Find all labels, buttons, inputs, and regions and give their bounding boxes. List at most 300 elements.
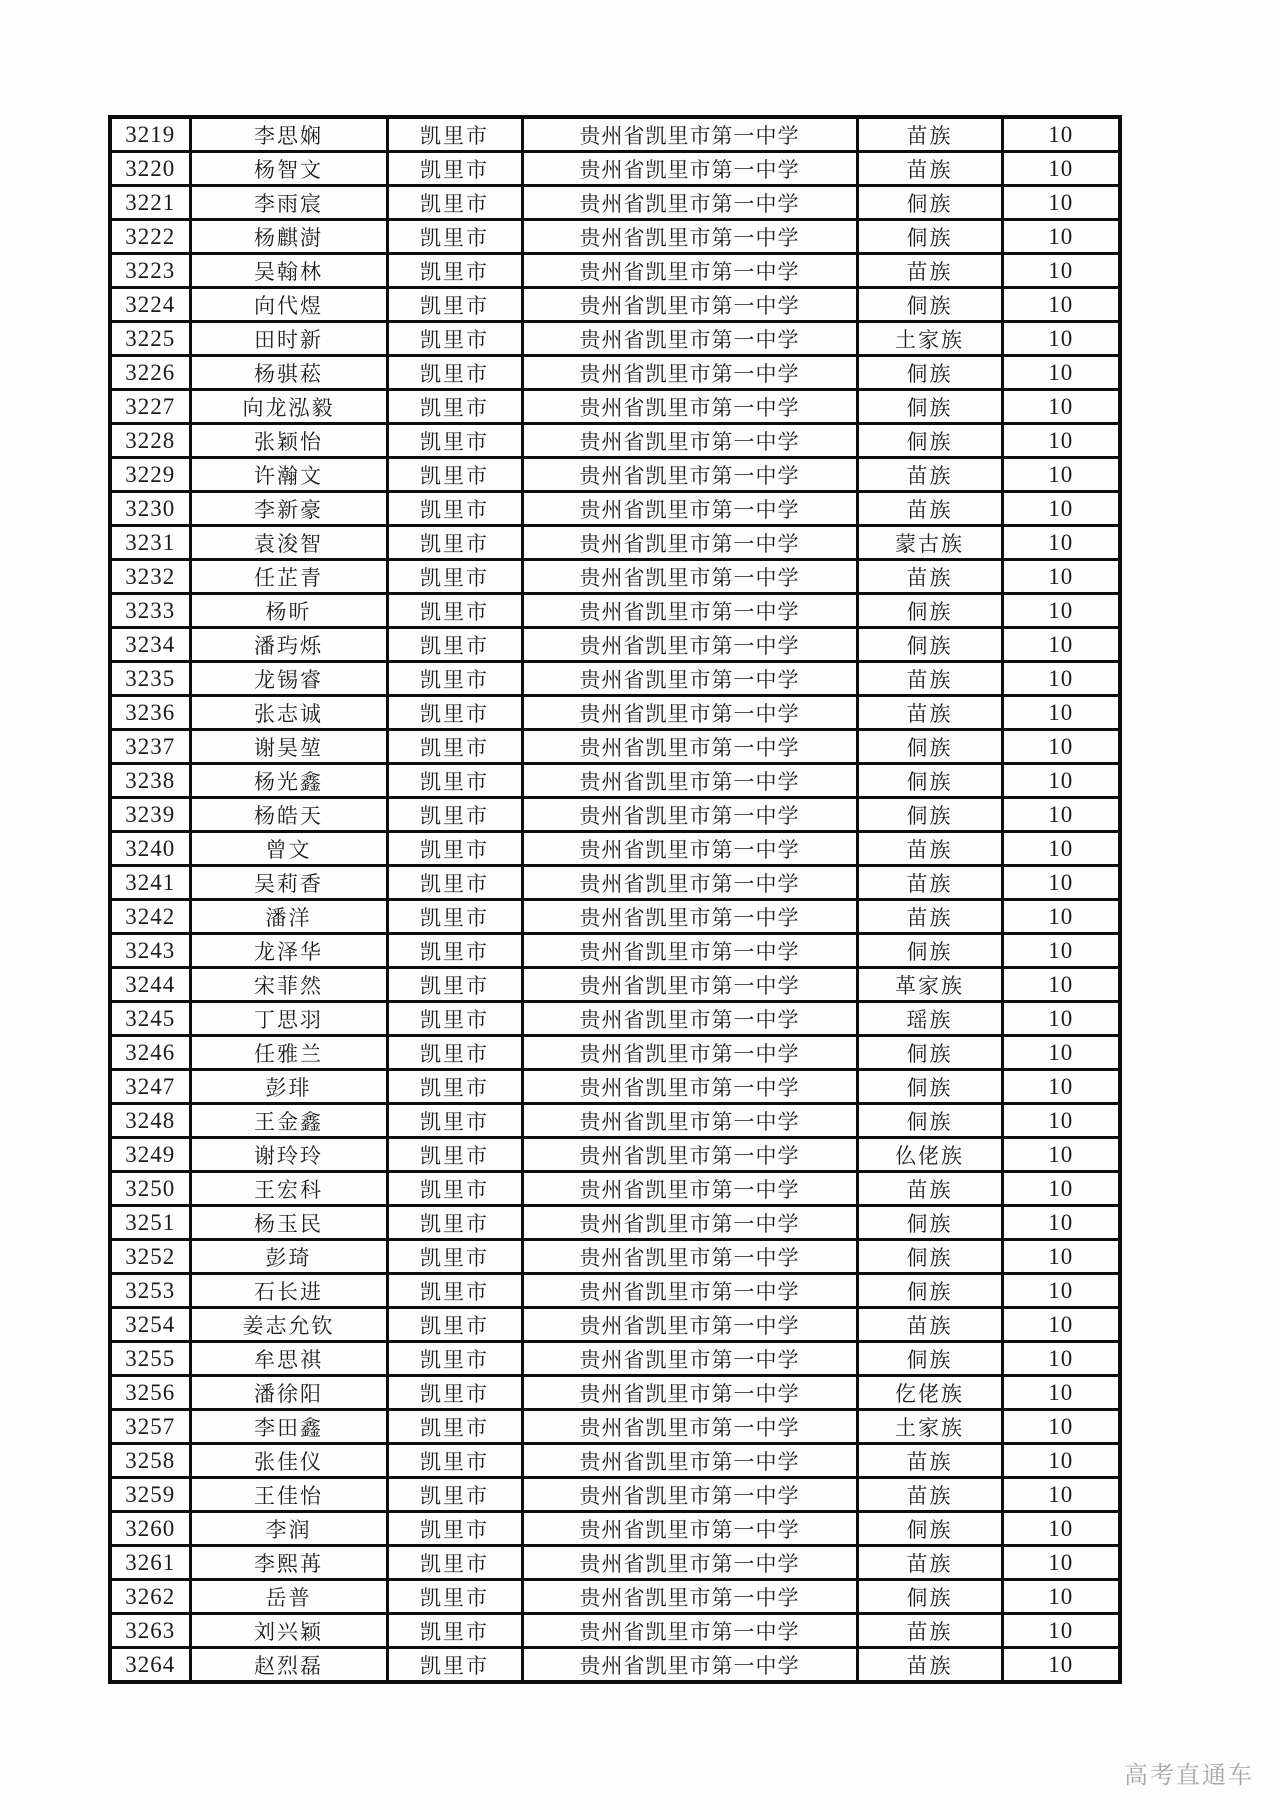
ethnicity-cell: 侗族 [857,1206,1002,1240]
student-name-cell: 王宏科 [190,1172,387,1206]
city-cell: 凯里市 [387,968,522,1002]
document-page [108,115,1122,1684]
school-cell: 贵州省凯里市第一中学 [522,1172,857,1206]
city-cell: 凯里市 [387,1070,522,1104]
row-number-cell: 3240 [110,832,190,866]
student-name-cell: 李润 [190,1512,387,1546]
row-number-cell: 3237 [110,730,190,764]
table-row [110,594,1120,628]
student-name-cell: 潘洋 [190,900,387,934]
school-cell: 贵州省凯里市第一中学 [522,186,857,220]
table-row [110,322,1120,356]
row-number-cell: 3236 [110,696,190,730]
school-cell: 贵州省凯里市第一中学 [522,1104,857,1138]
ethnicity-cell: 侗族 [857,390,1002,424]
student-name-cell: 王佳怡 [190,1478,387,1512]
city-cell: 凯里市 [387,1376,522,1410]
table-row [110,186,1120,220]
row-number-cell: 3260 [110,1512,190,1546]
ethnicity-cell: 苗族 [857,832,1002,866]
bonus-points-cell: 10 [1002,730,1120,764]
ethnicity-cell: 侗族 [857,594,1002,628]
bonus-points-cell: 10 [1002,390,1120,424]
table-row [110,662,1120,696]
bonus-points-cell: 10 [1002,424,1120,458]
row-number-cell: 3235 [110,662,190,696]
row-number-cell: 3223 [110,254,190,288]
city-cell: 凯里市 [387,1206,522,1240]
city-cell: 凯里市 [387,356,522,390]
table-row [110,628,1120,662]
city-cell: 凯里市 [387,662,522,696]
ethnicity-cell: 土家族 [857,322,1002,356]
bonus-points-cell: 10 [1002,220,1120,254]
city-cell: 凯里市 [387,1648,522,1683]
ethnicity-cell: 侗族 [857,1512,1002,1546]
ethnicity-cell: 侗族 [857,424,1002,458]
ethnicity-cell: 侗族 [857,288,1002,322]
student-name-cell: 刘兴颖 [190,1614,387,1648]
school-cell: 贵州省凯里市第一中学 [522,288,857,322]
school-cell: 贵州省凯里市第一中学 [522,628,857,662]
ethnicity-cell: 苗族 [857,152,1002,186]
city-cell: 凯里市 [387,492,522,526]
city-cell: 凯里市 [387,798,522,832]
student-name-cell: 李雨宸 [190,186,387,220]
school-cell: 贵州省凯里市第一中学 [522,764,857,798]
bonus-points-cell: 10 [1002,117,1120,152]
school-cell: 贵州省凯里市第一中学 [522,1648,857,1683]
row-number-cell: 3219 [110,117,190,152]
row-number-cell: 3263 [110,1614,190,1648]
school-cell: 贵州省凯里市第一中学 [522,1478,857,1512]
ethnicity-cell: 侗族 [857,730,1002,764]
school-cell: 贵州省凯里市第一中学 [522,1410,857,1444]
table-row [110,798,1120,832]
city-cell: 凯里市 [387,730,522,764]
table-row [110,220,1120,254]
bonus-points-cell: 10 [1002,186,1120,220]
table-row [110,1376,1120,1410]
bonus-points-cell: 10 [1002,1546,1120,1580]
row-number-cell: 3229 [110,458,190,492]
city-cell: 凯里市 [387,220,522,254]
student-name-cell: 向代煜 [190,288,387,322]
city-cell: 凯里市 [387,1512,522,1546]
bonus-points-cell: 10 [1002,934,1120,968]
table-row [110,560,1120,594]
city-cell: 凯里市 [387,186,522,220]
city-cell: 凯里市 [387,934,522,968]
bonus-points-cell: 10 [1002,356,1120,390]
table-row [110,356,1120,390]
student-name-cell: 龙锡睿 [190,662,387,696]
student-name-cell: 谢昊堃 [190,730,387,764]
student-name-cell: 龙泽华 [190,934,387,968]
student-name-cell: 任雅兰 [190,1036,387,1070]
table-row [110,1070,1120,1104]
row-number-cell: 3231 [110,526,190,560]
ethnicity-cell: 苗族 [857,1172,1002,1206]
student-name-cell: 岳普 [190,1580,387,1614]
student-name-cell: 曾文 [190,832,387,866]
city-cell: 凯里市 [387,1546,522,1580]
row-number-cell: 3226 [110,356,190,390]
ethnicity-cell: 苗族 [857,662,1002,696]
bonus-points-cell: 10 [1002,866,1120,900]
bonus-points-cell: 10 [1002,1308,1120,1342]
table-row [110,1648,1120,1683]
school-cell: 贵州省凯里市第一中学 [522,900,857,934]
table-row [110,492,1120,526]
city-cell: 凯里市 [387,458,522,492]
student-name-cell: 杨玉民 [190,1206,387,1240]
city-cell: 凯里市 [387,288,522,322]
student-name-cell: 田时新 [190,322,387,356]
row-number-cell: 3255 [110,1342,190,1376]
school-cell: 贵州省凯里市第一中学 [522,1580,857,1614]
school-cell: 贵州省凯里市第一中学 [522,424,857,458]
school-cell: 贵州省凯里市第一中学 [522,1444,857,1478]
student-name-cell: 赵烈磊 [190,1648,387,1683]
row-number-cell: 3251 [110,1206,190,1240]
ethnicity-cell: 苗族 [857,696,1002,730]
row-number-cell: 3244 [110,968,190,1002]
row-number-cell: 3252 [110,1240,190,1274]
bonus-points-cell: 10 [1002,594,1120,628]
row-number-cell: 3250 [110,1172,190,1206]
row-number-cell: 3246 [110,1036,190,1070]
row-number-cell: 3261 [110,1546,190,1580]
bonus-points-cell: 10 [1002,1614,1120,1648]
bonus-points-cell: 10 [1002,798,1120,832]
ethnicity-cell: 苗族 [857,560,1002,594]
city-cell: 凯里市 [387,424,522,458]
bonus-points-cell: 10 [1002,1138,1120,1172]
row-number-cell: 3248 [110,1104,190,1138]
row-number-cell: 3254 [110,1308,190,1342]
ethnicity-cell: 苗族 [857,1648,1002,1683]
student-name-cell: 石长进 [190,1274,387,1308]
student-name-cell: 杨麒澍 [190,220,387,254]
row-number-cell: 3257 [110,1410,190,1444]
table-row [110,866,1120,900]
table-row [110,254,1120,288]
ethnicity-cell: 侗族 [857,1240,1002,1274]
ethnicity-cell: 苗族 [857,492,1002,526]
bonus-points-cell: 10 [1002,1104,1120,1138]
school-cell: 贵州省凯里市第一中学 [522,220,857,254]
bonus-points-cell: 10 [1002,152,1120,186]
ethnicity-cell: 革家族 [857,968,1002,1002]
city-cell: 凯里市 [387,832,522,866]
bonus-points-cell: 10 [1002,254,1120,288]
bonus-points-cell: 10 [1002,696,1120,730]
city-cell: 凯里市 [387,764,522,798]
ethnicity-cell: 侗族 [857,934,1002,968]
city-cell: 凯里市 [387,1172,522,1206]
city-cell: 凯里市 [387,117,522,152]
row-number-cell: 3239 [110,798,190,832]
table-body [110,117,1120,1682]
row-number-cell: 3262 [110,1580,190,1614]
city-cell: 凯里市 [387,1308,522,1342]
table-row [110,968,1120,1002]
student-name-cell: 吴莉香 [190,866,387,900]
row-number-cell: 3258 [110,1444,190,1478]
city-cell: 凯里市 [387,1342,522,1376]
row-number-cell: 3253 [110,1274,190,1308]
ethnicity-cell: 侗族 [857,1342,1002,1376]
table-row [110,900,1120,934]
ethnicity-cell: 苗族 [857,254,1002,288]
school-cell: 贵州省凯里市第一中学 [522,832,857,866]
table-row [110,934,1120,968]
bonus-points-cell: 10 [1002,764,1120,798]
school-cell: 贵州省凯里市第一中学 [522,696,857,730]
student-name-cell: 潘玙烁 [190,628,387,662]
bonus-points-cell: 10 [1002,1580,1120,1614]
bonus-points-cell: 10 [1002,288,1120,322]
table-row [110,1580,1120,1614]
city-cell: 凯里市 [387,1002,522,1036]
bonus-points-cell: 10 [1002,1070,1120,1104]
school-cell: 贵州省凯里市第一中学 [522,968,857,1002]
ethnicity-cell: 侗族 [857,220,1002,254]
table-row [110,1274,1120,1308]
bonus-points-cell: 10 [1002,1206,1120,1240]
city-cell: 凯里市 [387,560,522,594]
student-name-cell: 任芷青 [190,560,387,594]
ethnicity-cell: 土家族 [857,1410,1002,1444]
student-name-cell: 彭琲 [190,1070,387,1104]
row-number-cell: 3221 [110,186,190,220]
student-name-cell: 杨骐菘 [190,356,387,390]
bonus-points-cell: 10 [1002,1002,1120,1036]
city-cell: 凯里市 [387,1240,522,1274]
table-row [110,526,1120,560]
ethnicity-cell: 仫佬族 [857,1138,1002,1172]
ethnicity-cell: 侗族 [857,186,1002,220]
school-cell: 贵州省凯里市第一中学 [522,1002,857,1036]
row-number-cell: 3228 [110,424,190,458]
table-row [110,1036,1120,1070]
table-row [110,1614,1120,1648]
city-cell: 凯里市 [387,1104,522,1138]
table-row [110,1104,1120,1138]
city-cell: 凯里市 [387,900,522,934]
school-cell: 贵州省凯里市第一中学 [522,526,857,560]
row-number-cell: 3264 [110,1648,190,1683]
watermark-text: 高考直通车 [1124,1762,1254,1789]
city-cell: 凯里市 [387,1138,522,1172]
bonus-points-cell: 10 [1002,968,1120,1002]
student-name-cell: 彭琦 [190,1240,387,1274]
school-cell: 贵州省凯里市第一中学 [522,1308,857,1342]
bonus-points-cell: 10 [1002,1478,1120,1512]
table-row [110,288,1120,322]
row-number-cell: 3230 [110,492,190,526]
school-cell: 贵州省凯里市第一中学 [522,1138,857,1172]
row-number-cell: 3249 [110,1138,190,1172]
student-name-cell: 杨皓天 [190,798,387,832]
student-name-cell: 姜志允钦 [190,1308,387,1342]
school-cell: 贵州省凯里市第一中学 [522,322,857,356]
student-name-cell: 张颖怡 [190,424,387,458]
city-cell: 凯里市 [387,866,522,900]
ethnicity-cell: 苗族 [857,1546,1002,1580]
bonus-points-cell: 10 [1002,1274,1120,1308]
student-name-cell: 李思娴 [190,117,387,152]
row-number-cell: 3225 [110,322,190,356]
student-name-cell: 李新豪 [190,492,387,526]
table-row [110,1002,1120,1036]
student-name-cell: 宋菲然 [190,968,387,1002]
ethnicity-cell: 瑶族 [857,1002,1002,1036]
city-cell: 凯里市 [387,696,522,730]
student-name-cell: 张佳仪 [190,1444,387,1478]
table-row [110,458,1120,492]
school-cell: 贵州省凯里市第一中学 [522,1512,857,1546]
ethnicity-cell: 苗族 [857,117,1002,152]
table-row [110,1444,1120,1478]
student-name-cell: 丁思羽 [190,1002,387,1036]
city-cell: 凯里市 [387,1410,522,1444]
city-cell: 凯里市 [387,594,522,628]
table-row [110,1512,1120,1546]
table-row [110,1478,1120,1512]
school-cell: 贵州省凯里市第一中学 [522,662,857,696]
row-number-cell: 3232 [110,560,190,594]
row-number-cell: 3243 [110,934,190,968]
table-row [110,1172,1120,1206]
table-row [110,1342,1120,1376]
school-cell: 贵州省凯里市第一中学 [522,458,857,492]
table-row [110,764,1120,798]
city-cell: 凯里市 [387,1036,522,1070]
city-cell: 凯里市 [387,628,522,662]
row-number-cell: 3238 [110,764,190,798]
school-cell: 贵州省凯里市第一中学 [522,934,857,968]
ethnicity-cell: 苗族 [857,1444,1002,1478]
ethnicity-cell: 苗族 [857,1614,1002,1648]
ethnicity-cell: 侗族 [857,356,1002,390]
table-row [110,1138,1120,1172]
student-name-cell: 潘徐阳 [190,1376,387,1410]
bonus-points-cell: 10 [1002,526,1120,560]
ethnicity-cell: 侗族 [857,1070,1002,1104]
table-row [110,1546,1120,1580]
student-name-cell: 张志诚 [190,696,387,730]
student-name-cell: 杨昕 [190,594,387,628]
city-cell: 凯里市 [387,1614,522,1648]
ethnicity-cell: 仡佬族 [857,1376,1002,1410]
student-name-cell: 李田鑫 [190,1410,387,1444]
row-number-cell: 3245 [110,1002,190,1036]
bonus-points-cell: 10 [1002,1648,1120,1683]
bonus-points-cell: 10 [1002,1172,1120,1206]
row-number-cell: 3247 [110,1070,190,1104]
ethnicity-cell: 侗族 [857,764,1002,798]
row-number-cell: 3242 [110,900,190,934]
ethnicity-cell: 苗族 [857,458,1002,492]
school-cell: 贵州省凯里市第一中学 [522,560,857,594]
ethnicity-cell: 侗族 [857,1036,1002,1070]
bonus-points-cell: 10 [1002,900,1120,934]
student-name-cell: 向龙泓毅 [190,390,387,424]
bonus-points-cell: 10 [1002,1410,1120,1444]
row-number-cell: 3241 [110,866,190,900]
table-row [110,117,1120,152]
city-cell: 凯里市 [387,1444,522,1478]
school-cell: 贵州省凯里市第一中学 [522,492,857,526]
school-cell: 贵州省凯里市第一中学 [522,117,857,152]
city-cell: 凯里市 [387,526,522,560]
student-name-cell: 李熙苒 [190,1546,387,1580]
school-cell: 贵州省凯里市第一中学 [522,254,857,288]
table-row [110,152,1120,186]
table-row [110,730,1120,764]
school-cell: 贵州省凯里市第一中学 [522,730,857,764]
city-cell: 凯里市 [387,1274,522,1308]
student-name-cell: 杨光鑫 [190,764,387,798]
school-cell: 贵州省凯里市第一中学 [522,1614,857,1648]
table-row [110,832,1120,866]
row-number-cell: 3222 [110,220,190,254]
city-cell: 凯里市 [387,152,522,186]
ethnicity-cell: 苗族 [857,1308,1002,1342]
student-name-cell: 谢玲玲 [190,1138,387,1172]
row-number-cell: 3220 [110,152,190,186]
bonus-points-cell: 10 [1002,1512,1120,1546]
school-cell: 贵州省凯里市第一中学 [522,1546,857,1580]
ethnicity-cell: 侗族 [857,1274,1002,1308]
ethnicity-cell: 苗族 [857,866,1002,900]
table-row [110,1206,1120,1240]
table-row [110,390,1120,424]
school-cell: 贵州省凯里市第一中学 [522,798,857,832]
table-row [110,1308,1120,1342]
bonus-points-cell: 10 [1002,1376,1120,1410]
student-name-cell: 吴翰林 [190,254,387,288]
ethnicity-cell: 侗族 [857,1580,1002,1614]
city-cell: 凯里市 [387,1580,522,1614]
ethnicity-cell: 侗族 [857,798,1002,832]
row-number-cell: 3233 [110,594,190,628]
student-name-cell: 许瀚文 [190,458,387,492]
table-row [110,696,1120,730]
bonus-points-cell: 10 [1002,458,1120,492]
city-cell: 凯里市 [387,390,522,424]
school-cell: 贵州省凯里市第一中学 [522,866,857,900]
school-cell: 贵州省凯里市第一中学 [522,1036,857,1070]
bonus-points-cell: 10 [1002,832,1120,866]
school-cell: 贵州省凯里市第一中学 [522,1274,857,1308]
table-row [110,1410,1120,1444]
school-cell: 贵州省凯里市第一中学 [522,594,857,628]
bonus-points-cell: 10 [1002,1342,1120,1376]
school-cell: 贵州省凯里市第一中学 [522,152,857,186]
table-row [110,424,1120,458]
bonus-points-cell: 10 [1002,1240,1120,1274]
ethnicity-cell: 侗族 [857,628,1002,662]
row-number-cell: 3259 [110,1478,190,1512]
school-cell: 贵州省凯里市第一中学 [522,1376,857,1410]
row-number-cell: 3256 [110,1376,190,1410]
student-bonus-table [108,115,1122,1684]
student-name-cell: 王金鑫 [190,1104,387,1138]
row-number-cell: 3227 [110,390,190,424]
